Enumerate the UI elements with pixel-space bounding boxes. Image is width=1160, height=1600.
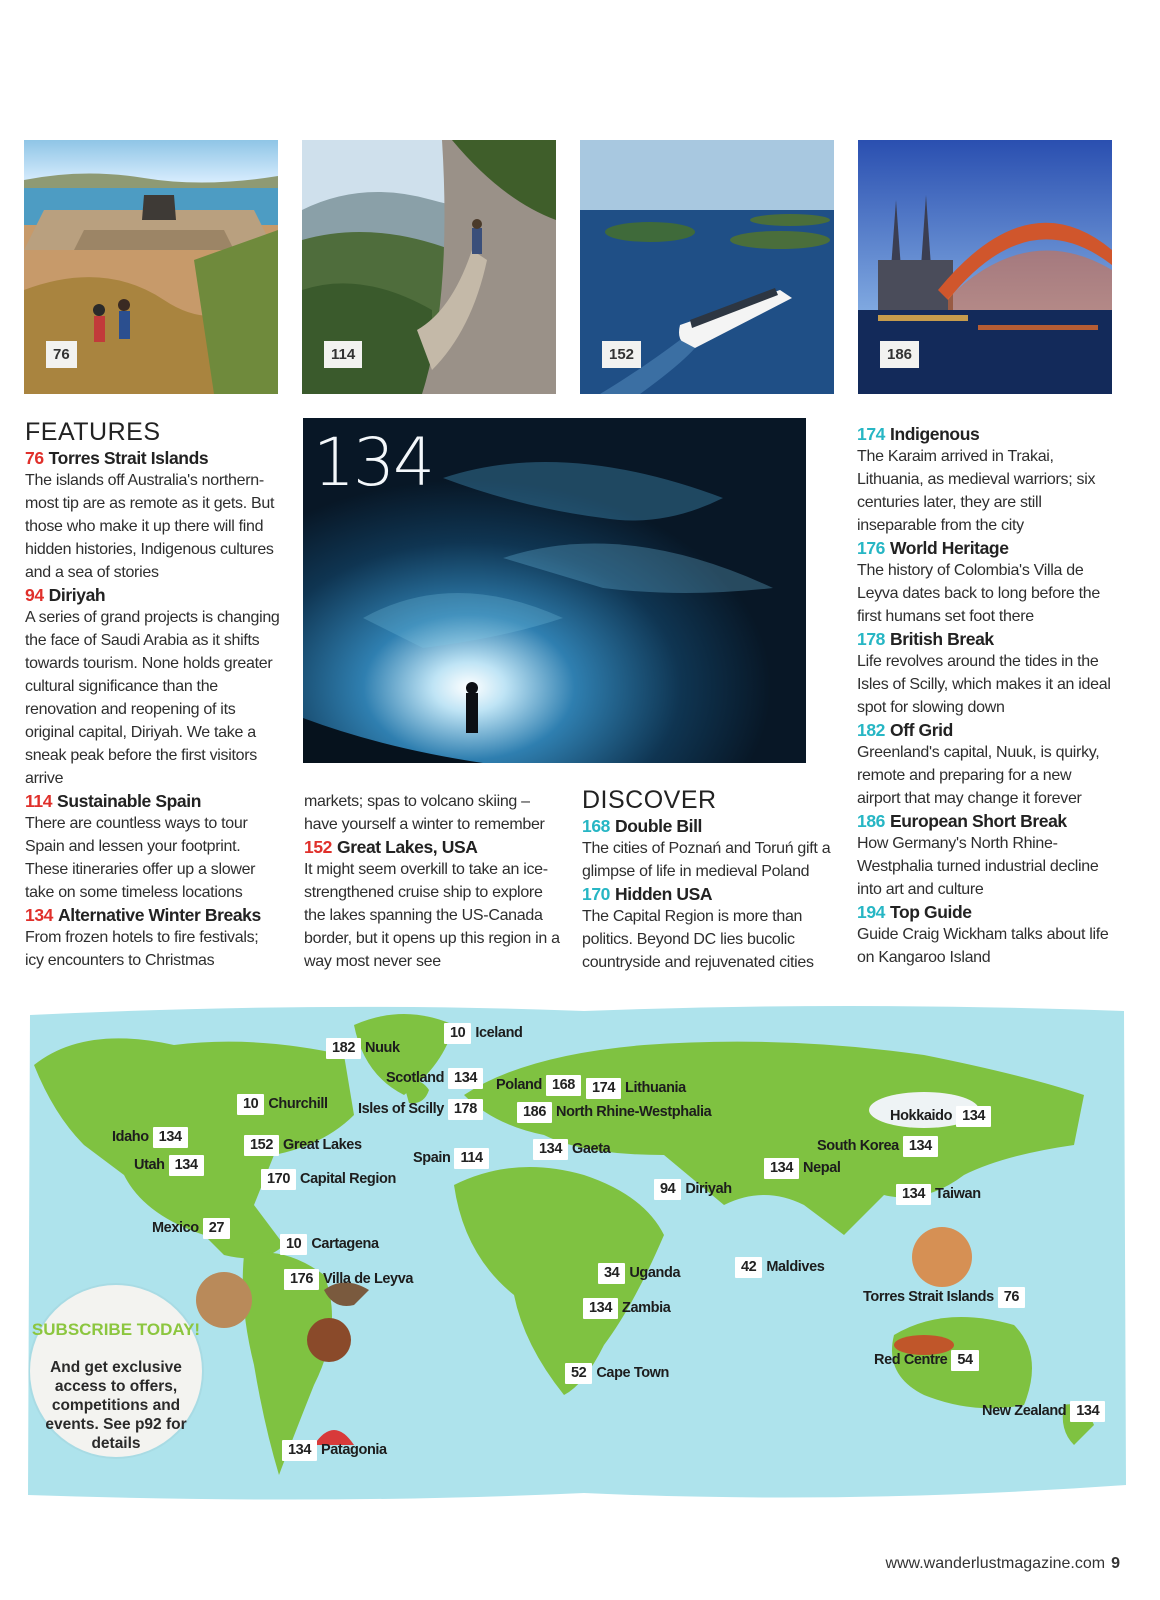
- feature-title: Great Lakes, USA: [337, 837, 478, 857]
- map-pin-label: Torres Strait Islands: [863, 1289, 994, 1306]
- discover-page-number: 174: [857, 424, 885, 444]
- map-pin-page-number: 27: [203, 1218, 230, 1239]
- pottery-illustration: [307, 1318, 351, 1362]
- map-pin-diriyah[interactable]: [654, 1179, 732, 1200]
- hero-ice-cave-photo: [303, 418, 806, 763]
- map-pin-page-number: 134: [533, 1139, 568, 1160]
- map-pin-spain[interactable]: [413, 1148, 489, 1169]
- map-pin-label: Taiwan: [935, 1186, 981, 1203]
- discover-entry[interactable]: [857, 537, 1115, 628]
- page-number: 9: [1111, 1555, 1120, 1572]
- map-pin-label: Capital Region: [300, 1171, 396, 1188]
- map-pin-south-korea[interactable]: [817, 1136, 938, 1157]
- map-pin-idaho[interactable]: [112, 1127, 188, 1148]
- map-pin-label: New Zealand: [982, 1403, 1067, 1420]
- map-pin-label: Churchill: [268, 1096, 328, 1113]
- map-pin-label: Diriyah: [685, 1181, 732, 1198]
- feature-entry[interactable]: [304, 836, 560, 973]
- subscribe-body: And get exclusive access to offers, competitions and events. See p92 for details: [45, 1359, 187, 1452]
- discover-page-number: 182: [857, 720, 885, 740]
- map-pin-maldives[interactable]: [735, 1257, 824, 1278]
- map-pin-page-number: 54: [951, 1350, 978, 1371]
- map-pin-torres-strait-islands[interactable]: [863, 1287, 1025, 1308]
- map-pin-zambia[interactable]: [583, 1298, 670, 1319]
- map-pin-page-number: 134: [583, 1298, 618, 1319]
- features-heading: FEATURES: [25, 418, 161, 446]
- photo-page-badge: 152: [602, 341, 641, 368]
- map-pin-cape-town[interactable]: [565, 1363, 669, 1384]
- map-pin-label: Cape Town: [596, 1365, 670, 1382]
- map-pin-isles-of-scilly[interactable]: [358, 1099, 483, 1120]
- map-pin-page-number: 170: [261, 1169, 296, 1190]
- map-pin-hokkaido[interactable]: [890, 1106, 991, 1127]
- discover-page-number: 186: [857, 811, 885, 831]
- feature-page-number: 152: [304, 837, 332, 857]
- middle-column: [304, 790, 560, 973]
- map-pin-page-number: 182: [326, 1038, 361, 1059]
- map-pin-page-number: 10: [444, 1023, 471, 1044]
- map-pin-page-number: 10: [280, 1234, 307, 1255]
- discover-description: The history of Colombia's Villa de Leyva dates back to long before the first humans set foot there: [857, 562, 1101, 625]
- discover-page-number: 176: [857, 538, 885, 558]
- map-pin-page-number: 34: [598, 1263, 625, 1284]
- map-pin-page-number: 134: [956, 1106, 991, 1127]
- discover-entry[interactable]: [582, 815, 838, 883]
- map-pin-page-number: 134: [764, 1158, 799, 1179]
- feature-page-number: 114: [25, 791, 53, 811]
- feature-title: Alternative Winter Breaks: [58, 905, 261, 925]
- map-pin-page-number: 42: [735, 1257, 762, 1278]
- map-pin-capital-region[interactable]: [261, 1169, 396, 1190]
- feature-page-number: 94: [25, 585, 44, 605]
- map-pin-label: Mexico: [152, 1220, 199, 1237]
- discover-entry[interactable]: [857, 810, 1115, 901]
- discover-page-number: 168: [582, 816, 610, 836]
- discover-title: World Heritage: [890, 538, 1009, 558]
- photo-torres-strait: [24, 140, 278, 394]
- map-pin-new-zealand[interactable]: [982, 1401, 1105, 1422]
- feature-title: Diriyah: [48, 585, 106, 605]
- photo-cruise-ship: [580, 140, 834, 394]
- discover-description: Life revolves around the tides in the Isles of Scilly, which makes it an ideal spot for slowing down: [857, 653, 1111, 716]
- map-pin-page-number: 52: [565, 1363, 592, 1384]
- map-pin-page-number: 134: [153, 1127, 188, 1148]
- map-pin-page-number: 134: [1070, 1401, 1105, 1422]
- discover-title: Off Grid: [890, 720, 953, 740]
- discover-page-number: 170: [582, 884, 610, 904]
- discover-page-number: 178: [857, 629, 885, 649]
- map-pin-uganda[interactable]: [598, 1263, 680, 1284]
- lanterns-illustration: [912, 1227, 972, 1287]
- map-pin-label: Isles of Scilly: [358, 1101, 444, 1118]
- feature-description: A series of grand projects is changing the face of Saudi Arabia as it shifts towards tourism. None holds greater cultural significance than the renovation and reopening of its original capital, Diriyah. We take a sneak peak before the first visitors arrive: [25, 609, 280, 787]
- map-pin-page-number: 76: [998, 1287, 1025, 1308]
- map-pin-page-number: 152: [244, 1135, 279, 1156]
- map-pin-label: Great Lakes: [283, 1137, 362, 1154]
- map-pin-lithuania[interactable]: [586, 1078, 686, 1099]
- footer-url[interactable]: www.wanderlustmagazine.com: [885, 1555, 1106, 1572]
- map-pin-page-number: 94: [654, 1179, 681, 1200]
- map-pin-north-rhine-westphalia[interactable]: [517, 1102, 711, 1123]
- map-pin-label: Utah: [134, 1157, 165, 1174]
- map-pin-taiwan[interactable]: [896, 1184, 981, 1205]
- map-pin-label: Lithuania: [625, 1080, 686, 1097]
- discover-entry[interactable]: [582, 883, 838, 974]
- feature-description: It might seem overkill to take an ice-strengthened cruise ship to explore the lakes spanning the US-Canada border, but it opens up this region in a way most never see: [304, 861, 560, 970]
- map-pin-label: Scotland: [386, 1070, 445, 1087]
- feature-title: Sustainable Spain: [57, 791, 201, 811]
- map-pin-page-number: 178: [448, 1099, 483, 1120]
- discover-page-number: 194: [857, 902, 885, 922]
- map-pin-great-lakes[interactable]: [244, 1135, 362, 1156]
- discover-title: Hidden USA: [615, 884, 713, 904]
- map-pin-mexico[interactable]: [152, 1218, 230, 1239]
- map-pin-page-number: 134: [282, 1440, 317, 1461]
- feature-entry[interactable]: [25, 584, 281, 790]
- discover-entry[interactable]: [857, 423, 1115, 537]
- map-pin-utah[interactable]: [134, 1155, 204, 1176]
- discover-description: How Germany's North Rhine-Westphalia turned industrial decline into art and culture: [857, 835, 1099, 898]
- map-pin-label: Red Centre: [874, 1352, 948, 1369]
- discover-entry[interactable]: [857, 719, 1115, 810]
- map-pin-villa-de-leyva[interactable]: [284, 1269, 413, 1290]
- map-pin-label: Zambia: [622, 1300, 671, 1317]
- photo-spain-trail: [302, 140, 556, 394]
- map-pin-page-number: 114: [454, 1148, 488, 1169]
- discover-right-column: [857, 423, 1115, 969]
- map-pin-cartagena[interactable]: [280, 1234, 379, 1255]
- discover-entry[interactable]: [857, 628, 1115, 719]
- map-pin-iceland[interactable]: [444, 1023, 523, 1044]
- photo-page-badge: 186: [880, 341, 919, 368]
- discover-description: The Karaim arrived in Trakai, Lithuania, as medieval warriors; six centuries later, they are still inseparable from the city: [857, 448, 1096, 534]
- map-pin-label: Idaho: [112, 1129, 149, 1146]
- map-pin-page-number: 176: [284, 1269, 319, 1290]
- map-pin-label: Spain: [413, 1150, 451, 1167]
- map-pin-label: Iceland: [475, 1025, 523, 1042]
- map-pin-scotland[interactable]: [386, 1068, 483, 1089]
- map-pin-poland[interactable]: [496, 1075, 581, 1096]
- map-pin-label: Hokkaido: [890, 1108, 953, 1125]
- food-plate-illustration: [196, 1272, 252, 1328]
- feature-description: There are countless ways to tour Spain and lessen your footprint. These itineraries offer up a slower take on some timeless locations: [25, 815, 256, 901]
- discover-title: Top Guide: [890, 902, 972, 922]
- discover-title: British Break: [890, 629, 994, 649]
- map-pin-label: Gaeta: [572, 1141, 611, 1158]
- photo-page-badge: 76: [46, 341, 77, 368]
- map-pin-label: North Rhine-Westphalia: [556, 1104, 712, 1121]
- map-pin-label: Cartagena: [311, 1236, 379, 1253]
- map-pin-label: Poland: [496, 1077, 542, 1094]
- map-pin-label: Villa de Leyva: [323, 1271, 414, 1288]
- feature-page-number: 76: [25, 448, 44, 468]
- discover-description: Greenland's capital, Nuuk, is quirky, remote and preparing for a new airport that may change it forever: [857, 744, 1100, 807]
- feature-title: Torres Strait Islands: [48, 448, 209, 468]
- map-pin-page-number: 186: [517, 1102, 552, 1123]
- feature-description-continued: markets; spas to volcano skiing – have yourself a winter to remember: [304, 793, 545, 833]
- features-column: [25, 417, 281, 972]
- map-pin-churchill[interactable]: [237, 1094, 328, 1115]
- map-pin-label: Maldives: [766, 1259, 825, 1276]
- map-pin-label: Nepal: [803, 1160, 841, 1177]
- discover-heading: DISCOVER: [582, 786, 717, 814]
- map-pin-page-number: 174: [586, 1078, 621, 1099]
- map-pin-page-number: 134: [448, 1068, 483, 1089]
- discover-entry[interactable]: [857, 901, 1115, 969]
- map-pin-page-number: 134: [169, 1155, 204, 1176]
- map-pin-label: Nuuk: [365, 1040, 400, 1057]
- page-footer: [885, 1555, 1120, 1573]
- discover-title: Indigenous: [890, 424, 980, 444]
- discover-description: The cities of Poznań and Toruń gift a glimpse of life in medieval Poland: [582, 840, 831, 880]
- subscribe-promo[interactable]: [30, 1285, 202, 1457]
- feature-page-number: 134: [25, 905, 53, 925]
- map-pin-page-number: 134: [903, 1136, 938, 1157]
- discover-column: [582, 785, 838, 974]
- map-pin-red-centre[interactable]: [874, 1350, 979, 1371]
- photo-page-badge: 114: [324, 341, 362, 368]
- feature-entry[interactable]: [25, 904, 281, 972]
- map-pin-nepal[interactable]: [764, 1158, 841, 1179]
- discover-title: European Short Break: [890, 811, 1067, 831]
- map-pin-page-number: 10: [237, 1094, 264, 1115]
- map-pin-gaeta[interactable]: [533, 1139, 610, 1160]
- map-pin-label: Uganda: [629, 1265, 681, 1282]
- discover-title: Double Bill: [615, 816, 702, 836]
- map-pin-page-number: 134: [896, 1184, 931, 1205]
- hero-page-number: 134: [313, 424, 433, 501]
- map-pin-label: South Korea: [817, 1138, 899, 1155]
- discover-description: The Capital Region is more than politics. Beyond DC lies bucolic countryside and rejuvenated cities: [582, 908, 814, 971]
- feature-entry[interactable]: [25, 790, 281, 904]
- subscribe-title: SUBSCRIBE TODAY!: [31, 1320, 201, 1339]
- map-pin-nuuk[interactable]: [326, 1038, 400, 1059]
- feature-entry[interactable]: [25, 447, 281, 584]
- feature-description: The islands off Australia's northern-most tip are as remote as it gets. But those who make it up there will find hidden histories, Indigenous cultures and a sea of stories: [25, 472, 275, 581]
- photo-cologne-bridge: [858, 140, 1112, 394]
- feature-description: From frozen hotels to fire festivals; icy encounters to Christmas: [25, 929, 259, 969]
- map-pin-patagonia[interactable]: [282, 1440, 387, 1461]
- discover-description: Guide Craig Wickham talks about life on Kangaroo Island: [857, 926, 1109, 966]
- map-pin-page-number: 168: [546, 1075, 581, 1096]
- map-pin-label: Patagonia: [321, 1442, 387, 1459]
